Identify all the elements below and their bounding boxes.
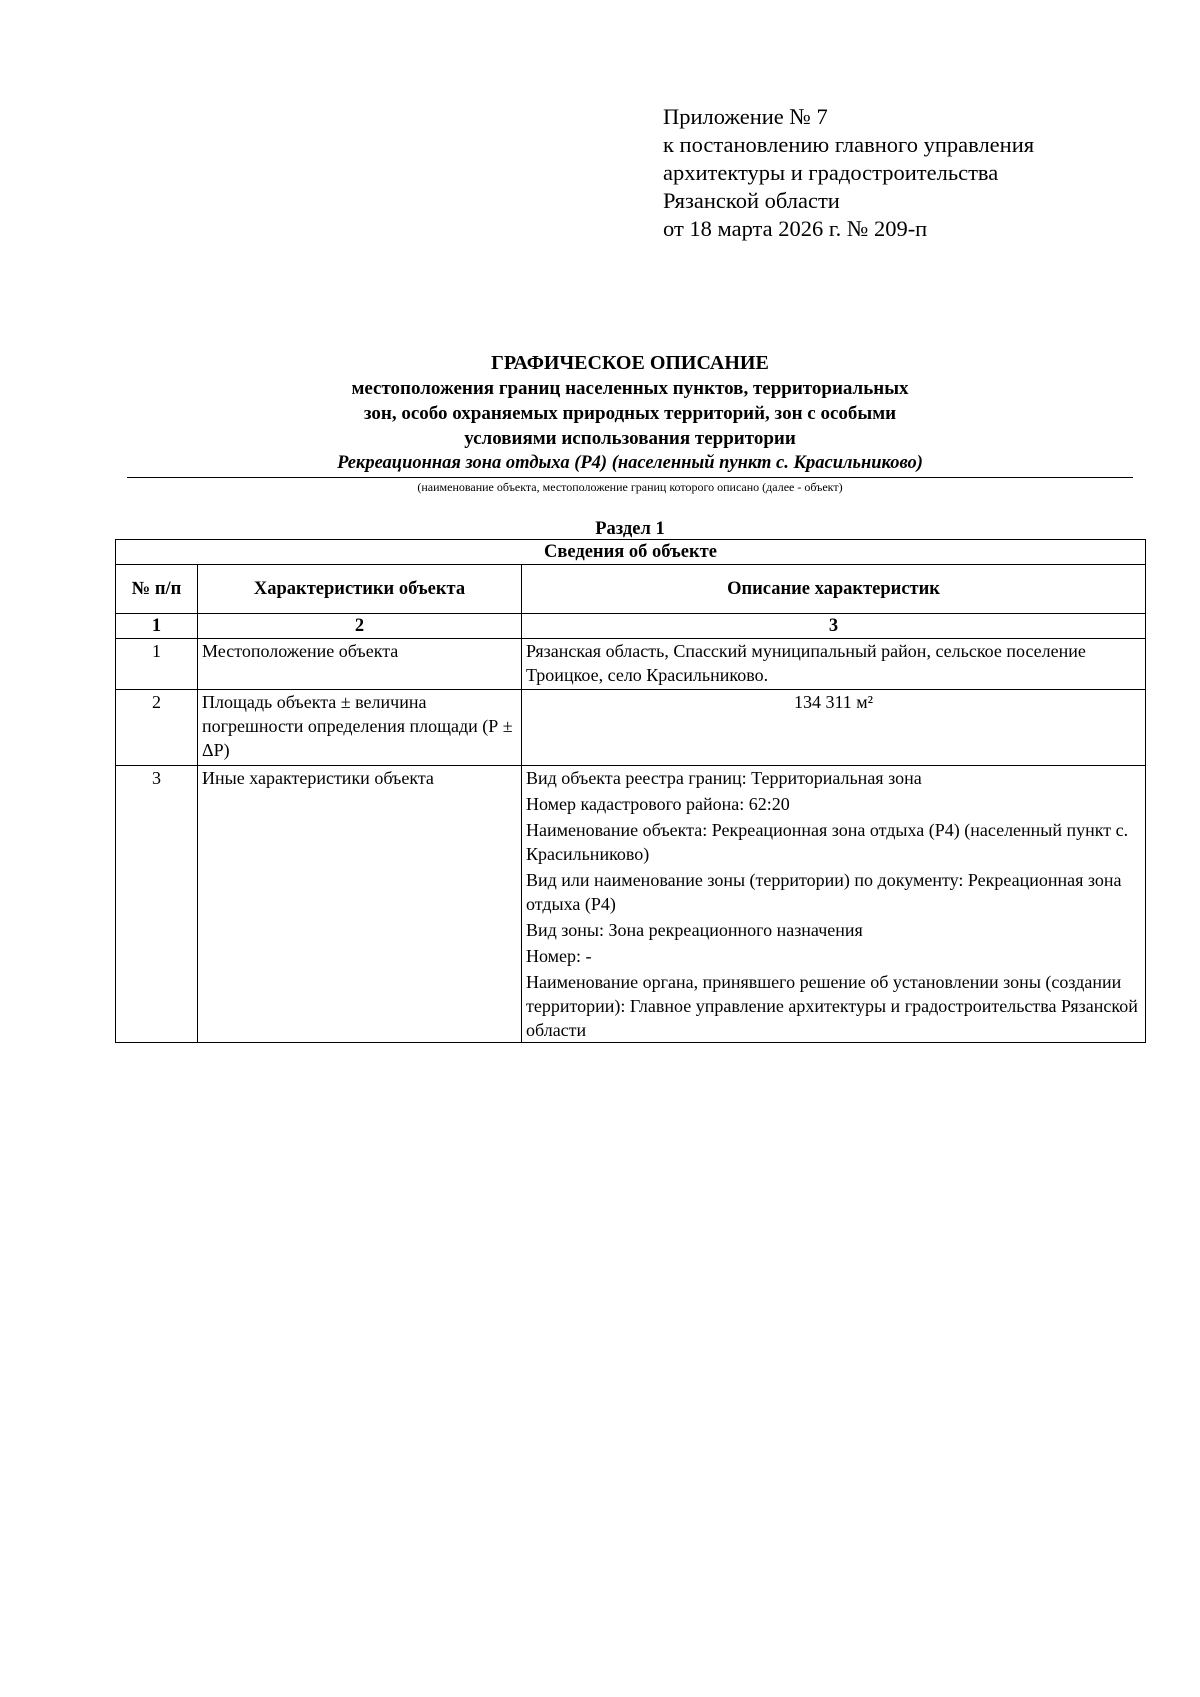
row-number: 3 — [116, 766, 198, 1043]
row-description — [522, 639, 1146, 690]
table-caption-row — [116, 540, 1146, 565]
object-name-caption: (наименование объекта, местоположение границ которого описано (далее - объект) — [417, 480, 843, 494]
description-line: Вид зоны: Зона рекреационного назначения — [526, 920, 863, 940]
appendix-header — [663, 103, 1163, 243]
column-number-row — [116, 614, 1146, 639]
column-number: 2 — [198, 614, 522, 639]
section-title: Раздел 1 — [595, 519, 665, 539]
description-line: Наименование органа, принявшего решение об установлении зоны (создании территории): Главное управление архитектуры и градостроительства Рязанской области — [526, 972, 1138, 1040]
row-number: 2 — [116, 690, 198, 766]
description-line: Рязанская область, Спасский муниципальный район, сельское поселение Троицкое, село Красильниково. — [526, 641, 1086, 685]
appendix-line: Рязанской области — [663, 188, 840, 213]
column-number: 1 — [116, 614, 198, 639]
header-description: Описание характеристик — [522, 565, 1146, 614]
table-caption: Сведения об объекте — [116, 540, 1146, 565]
table-row — [116, 690, 1146, 766]
appendix-line: к постановлению главного управления — [663, 132, 1035, 157]
description-line: Наименование объекта: Рекреационная зона отдыха (Р4) (населенный пункт с. Красильниково) — [526, 820, 1129, 864]
document-subtitle-line: условиями использования территории — [464, 428, 796, 449]
document-title: ГРАФИЧЕСКОЕ ОПИСАНИЕ — [491, 352, 769, 374]
document-heading — [127, 350, 1133, 496]
appendix-line: архитектуры и градостроительства — [663, 160, 999, 185]
appendix-line: Приложение № 7 — [663, 104, 828, 129]
row-characteristic: Площадь объекта ± величина погрешности определения площади (Р ± ΔР) — [198, 690, 522, 766]
appendix-line: от 18 марта 2026 г. № 209-п — [663, 216, 928, 241]
object-name: Рекреационная зона отдыха (Р4) (населенный пункт с. Красильниково) — [337, 453, 923, 473]
description-line: Номер: - — [526, 946, 592, 966]
row-number: 1 — [116, 639, 198, 690]
object-info-table — [115, 539, 1146, 1043]
row-description — [522, 766, 1146, 1043]
header-number: № п/п — [116, 565, 198, 614]
row-description — [522, 690, 1146, 766]
document-subtitle-line: местоположения границ населенных пунктов, территориальных — [351, 378, 909, 399]
description-line: Вид объекта реестра границ: Территориальная зона — [526, 768, 922, 788]
document-subtitle-line: зон, особо охраняемых природных территорий, зон с особыми — [363, 403, 897, 424]
row-characteristic: Иные характеристики объекта — [198, 766, 522, 1043]
description-line: 134 311 м² — [793, 692, 874, 712]
description-line: Номер кадастрового района: 62:20 — [526, 794, 790, 814]
table-row — [116, 639, 1146, 690]
description-line: Вид или наименование зоны (территории) по документу: Рекреационная зона отдыха (Р4) — [526, 870, 1122, 914]
column-number: 3 — [522, 614, 1146, 639]
table-row — [116, 766, 1146, 1043]
row-characteristic: Местоположение объекта — [198, 639, 522, 690]
table-header-row — [116, 565, 1146, 614]
header-characteristic: Характеристики объекта — [198, 565, 522, 614]
